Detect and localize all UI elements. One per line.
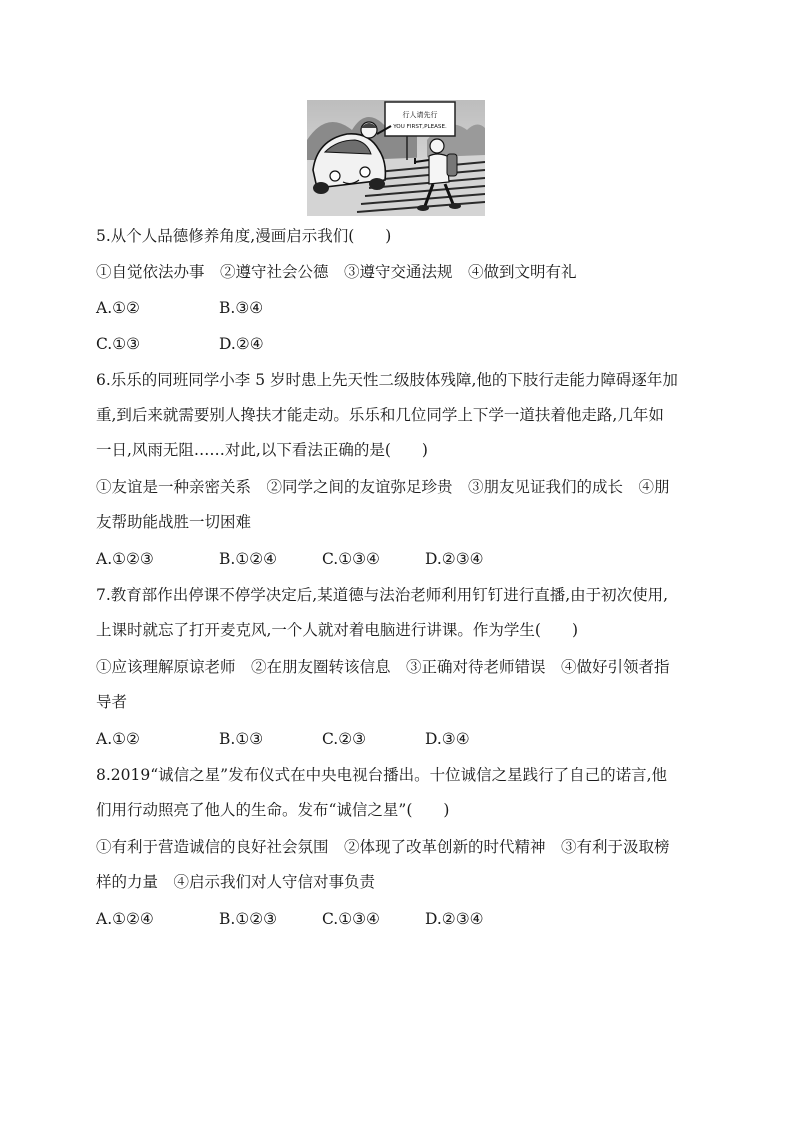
question-6-statements-line-1: ①友谊是一种亲密关系 ②同学之间的友谊弥足珍贵 ③朋友见证我们的成长 ④朋: [96, 478, 670, 496]
question-8-statements-line-2: 样的力量 ④启示我们对人守信对事负责: [96, 873, 376, 891]
question-5-option-b: B.③④: [219, 299, 264, 317]
question-8-option-a: A.①②④: [96, 910, 154, 928]
question-7-statements-line-1: ①应该理解原谅老师 ②在朋友圈转该信息 ③正确对待老师错误 ④做好引领者指: [96, 658, 670, 676]
question-7-option-d: D.③④: [425, 730, 470, 748]
question-7-option-a: A.①②: [96, 730, 140, 748]
question-6-option-d: D.②③④: [425, 550, 484, 568]
question-5-stem: 5.从个人品德修养角度,漫画启示我们( ): [96, 227, 392, 245]
question-7-statements-line-2: 导者: [96, 693, 128, 711]
question-8-stem-line-1: 8.2019“诚信之星”发布仪式在中央电视台播出。十位诚信之星践行了自己的诺言,他: [96, 766, 668, 784]
question-5-option-d: D.②④: [219, 335, 264, 353]
question-6-stem-line-1: 6.乐乐的同班同学小李 5 岁时患上先天性二级肢体残障,他的下肢行走能力障碍逐年加: [96, 371, 678, 389]
question-7-option-b: B.①③: [219, 730, 264, 748]
question-5-option-c: C.①③: [96, 335, 141, 353]
question-7-stem-line-1: 7.教育部作出停课不停学决定后,某道德与法治老师利用钉钉进行直播,由于初次使用,: [96, 586, 669, 604]
question-6-option-a: A.①②③: [96, 550, 154, 568]
question-6-option-c: C.①③④: [322, 550, 380, 568]
question-5-statements: ①自觉依法办事 ②遵守社会公德 ③遵守交通法规 ④做到文明有礼: [96, 263, 577, 281]
question-5-option-a: A.①②: [96, 299, 140, 317]
question-6-statements-line-2: 友帮助能战胜一切困难: [96, 513, 252, 531]
question-8-statements-line-1: ①有利于营造诚信的良好社会氛围 ②体现了改革创新的时代精神 ③有利于汲取榜: [96, 838, 670, 856]
question-7-option-c: C.②③: [322, 730, 367, 748]
question-8-option-b: B.①②③: [219, 910, 278, 928]
question-8-option-c: C.①③④: [322, 910, 380, 928]
question-8-option-d: D.②③④: [425, 910, 484, 928]
sign-text-english: YOU FIRST,PLEASE.: [393, 124, 447, 130]
question-6-stem-line-2: 重,到后来就需要别人搀扶才能走动。乐乐和几位同学上下学一道扶着他走路,几年如: [96, 406, 664, 424]
cartoon-illustration: [307, 100, 485, 216]
question-6-option-b: B.①②④: [219, 550, 278, 568]
sign-text-chinese: 行人请先行: [402, 111, 438, 119]
question-8-stem-line-2: 们用行动照亮了他人的生命。发布“诚信之星”( ): [96, 801, 450, 819]
question-6-stem-line-3: 一日,风雨无阻……对此,以下看法正确的是( ): [96, 441, 428, 459]
question-7-stem-line-2: 上课时就忘了打开麦克风,一个人就对着电脑进行讲课。作为学生( ): [96, 621, 579, 639]
